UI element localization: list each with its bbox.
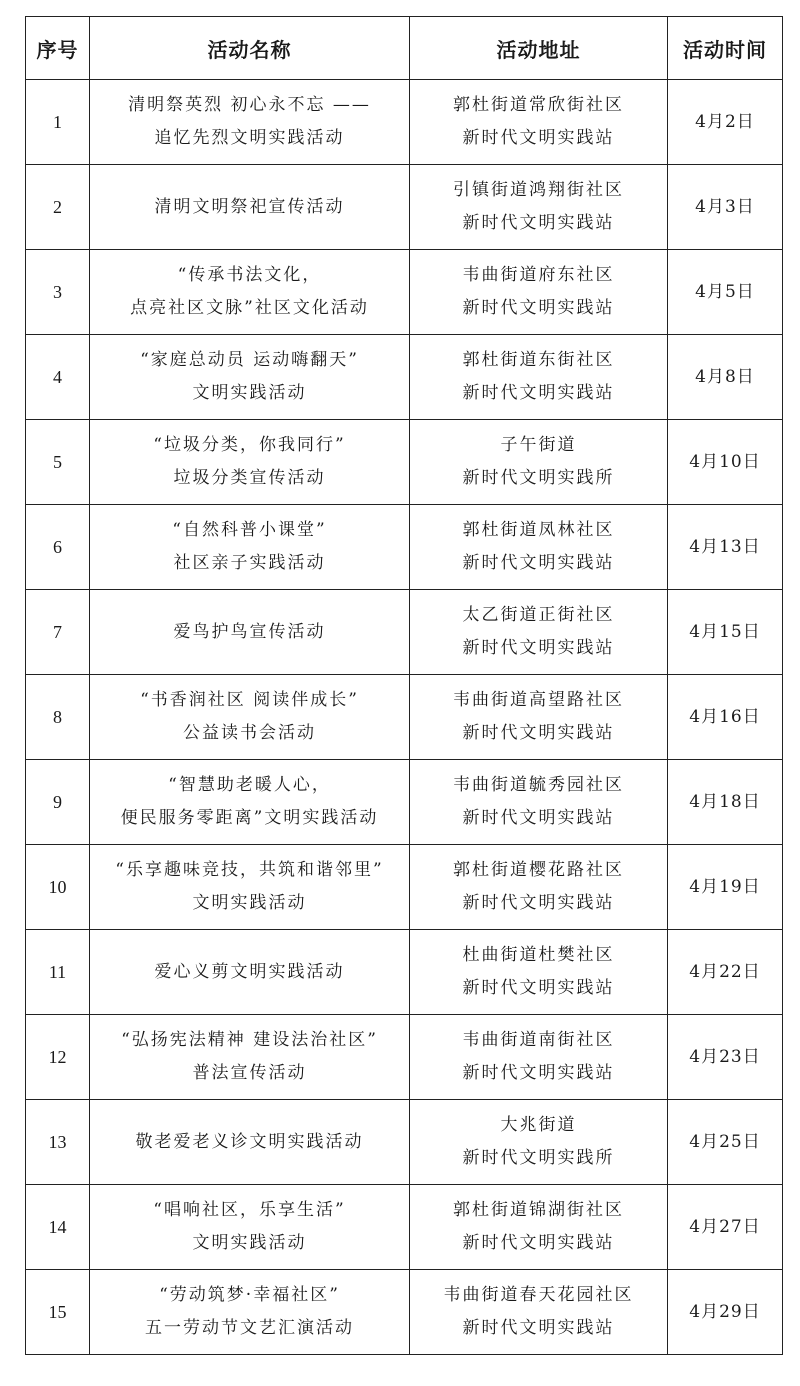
activity-date: 4月15日 — [668, 590, 783, 675]
activity-name-line: 爱鸟护鸟宣传活动 — [173, 621, 326, 642]
row-number: 3 — [26, 250, 90, 335]
table-row — [26, 505, 783, 590]
activity-name-cell — [90, 1185, 410, 1270]
activity-date: 4月22日 — [668, 930, 783, 1015]
activity-name-line: “家庭总动员 运动嗨翻天” — [140, 350, 359, 370]
activity-name-line: “书香润社区 阅读伴成长” — [140, 690, 359, 710]
activity-name-line: “自然科普小课堂” — [172, 520, 327, 540]
activity-date: 4月3日 — [668, 165, 783, 250]
activity-address-line: 韦曲街道春天花园社区 — [443, 1285, 634, 1305]
row-number: 8 — [26, 675, 90, 760]
activity-address-line: 杜曲街道杜樊社区 — [462, 945, 615, 965]
activity-address-cell — [410, 165, 668, 250]
activity-address-line: 新时代文明实践站 — [462, 298, 615, 318]
activity-name-cell — [90, 845, 410, 930]
activity-address-cell — [410, 1270, 668, 1355]
activity-date: 4月23日 — [668, 1015, 783, 1100]
activity-address-line: 新时代文明实践站 — [462, 553, 615, 573]
activity-address-line: 新时代文明实践所 — [462, 468, 615, 488]
activity-address-line: 新时代文明实践站 — [462, 383, 615, 403]
activity-name-line: 五一劳动节文艺汇演活动 — [145, 1318, 354, 1338]
activity-address-line: 郭杜街道凤林社区 — [462, 520, 615, 540]
activity-date: 4月16日 — [668, 675, 783, 760]
activity-name-cell — [90, 420, 410, 505]
activity-address-cell — [410, 335, 668, 420]
activity-date: 4月25日 — [668, 1100, 783, 1185]
activity-name-line: 清明文明祭祀宣传活动 — [154, 196, 345, 217]
activity-schedule-table — [25, 16, 783, 1355]
row-number: 6 — [26, 505, 90, 590]
activity-address-cell — [410, 1015, 668, 1100]
activity-address-line: 新时代文明实践站 — [462, 1233, 615, 1253]
activity-address-line: 韦曲街道毓秀园社区 — [453, 775, 624, 795]
activity-name-line: 文明实践活动 — [192, 893, 307, 913]
row-number: 13 — [26, 1100, 90, 1185]
activity-name-line: 文明实践活动 — [192, 1233, 307, 1253]
activity-address-cell — [410, 675, 668, 760]
table-row — [26, 760, 783, 845]
activity-date: 4月10日 — [668, 420, 783, 505]
activity-name-line: “智慧助老暖人心， — [168, 775, 331, 795]
activity-address-line: 新时代文明实践站 — [462, 808, 615, 828]
activity-address-cell — [410, 1185, 668, 1270]
activity-address-line: 新时代文明实践所 — [462, 1148, 615, 1168]
header-activity-name: 活动名称 — [90, 17, 410, 80]
table-row — [26, 1270, 783, 1355]
row-number: 10 — [26, 845, 90, 930]
activity-name-line: 社区亲子实践活动 — [173, 553, 326, 573]
activity-date: 4月18日 — [668, 760, 783, 845]
table-body — [26, 80, 783, 1355]
row-number: 7 — [26, 590, 90, 675]
activity-name-line: 清明祭英烈 初心永不忘 —— — [128, 95, 371, 115]
activity-name-cell — [90, 1100, 410, 1185]
table-row — [26, 930, 783, 1015]
table-row — [26, 590, 783, 675]
activity-name-line: 爱心义剪文明实践活动 — [154, 961, 345, 982]
activity-address-line: 新时代文明实践站 — [462, 638, 615, 658]
activity-name-cell — [90, 505, 410, 590]
activity-address-line: 大兆街道 — [500, 1115, 577, 1135]
activity-name-cell — [90, 760, 410, 845]
activity-address-cell — [410, 930, 668, 1015]
activity-name-line: “乐享趣味竞技，共筑和谐邻里” — [115, 860, 384, 880]
activity-date: 4月27日 — [668, 1185, 783, 1270]
activity-name-cell — [90, 675, 410, 760]
activity-name-line: 追忆先烈文明实践活动 — [154, 128, 345, 148]
activity-address-line: 郭杜街道东街社区 — [462, 350, 615, 370]
activity-address-cell — [410, 590, 668, 675]
activity-date: 4月8日 — [668, 335, 783, 420]
activity-address-line: 新时代文明实践站 — [462, 128, 615, 148]
activity-name-line: 普法宣传活动 — [192, 1063, 307, 1083]
activity-address-line: 子午街道 — [500, 435, 577, 455]
header-row — [26, 17, 783, 80]
table-header — [26, 17, 783, 80]
header-no: 序号 — [26, 17, 90, 80]
activity-address-cell — [410, 80, 668, 165]
activity-address-line: 韦曲街道高望路社区 — [453, 690, 624, 710]
activity-address-cell — [410, 760, 668, 845]
activity-name-line: “弘扬宪法精神 建设法治社区” — [121, 1030, 378, 1050]
activity-address-line: 新时代文明实践站 — [462, 893, 615, 913]
table-row — [26, 1100, 783, 1185]
activity-address-line: 郭杜街道常欣街社区 — [453, 95, 624, 115]
table-row — [26, 80, 783, 165]
activity-address-cell — [410, 505, 668, 590]
activity-name-cell — [90, 80, 410, 165]
activity-name-line: 敬老爱老义诊文明实践活动 — [135, 1131, 364, 1152]
row-number: 9 — [26, 760, 90, 845]
activity-name-line: 公益读书会活动 — [183, 723, 316, 743]
activity-name-cell — [90, 1270, 410, 1355]
header-activity-address: 活动地址 — [410, 17, 668, 80]
activity-address-line: 新时代文明实践站 — [462, 213, 615, 233]
row-number: 11 — [26, 930, 90, 1015]
table-row — [26, 250, 783, 335]
activity-address-cell — [410, 250, 668, 335]
activity-name-cell — [90, 930, 410, 1015]
activity-address-cell — [410, 1100, 668, 1185]
activity-address-cell — [410, 845, 668, 930]
row-number: 14 — [26, 1185, 90, 1270]
activity-address-line: 郭杜街道樱花路社区 — [453, 860, 624, 880]
table-row — [26, 1185, 783, 1270]
activity-address-line: 新时代文明实践站 — [462, 1063, 615, 1083]
header-activity-time: 活动时间 — [668, 17, 783, 80]
table-row — [26, 675, 783, 760]
row-number: 12 — [26, 1015, 90, 1100]
activity-name-line: 文明实践活动 — [192, 383, 307, 403]
activity-name-line: “垃圾分类，你我同行” — [153, 435, 346, 455]
table-row — [26, 335, 783, 420]
activity-date: 4月5日 — [668, 250, 783, 335]
activity-name-line: 垃圾分类宣传活动 — [173, 468, 326, 488]
row-number: 1 — [26, 80, 90, 165]
table-row — [26, 1015, 783, 1100]
row-number: 5 — [26, 420, 90, 505]
table-row — [26, 845, 783, 930]
row-number: 2 — [26, 165, 90, 250]
activity-name-cell — [90, 590, 410, 675]
activity-address-line: 郭杜街道锦湖街社区 — [453, 1200, 624, 1220]
activity-name-line: “传承书法文化， — [177, 265, 322, 285]
activity-name-line: 便民服务零距离”文明实践活动 — [120, 808, 379, 828]
activity-name-cell — [90, 1015, 410, 1100]
activity-date: 4月2日 — [668, 80, 783, 165]
activity-address-line: 新时代文明实践站 — [462, 1318, 615, 1338]
activity-address-line: 韦曲街道府东社区 — [462, 265, 615, 285]
activity-date: 4月19日 — [668, 845, 783, 930]
activity-address-line: 太乙街道正街社区 — [462, 605, 615, 625]
activity-address-line: 引镇街道鸿翔街社区 — [453, 180, 624, 200]
activity-name-cell — [90, 165, 410, 250]
row-number: 15 — [26, 1270, 90, 1355]
activity-address-line: 新时代文明实践站 — [462, 978, 615, 998]
row-number: 4 — [26, 335, 90, 420]
table-row — [26, 165, 783, 250]
activity-address-line: 新时代文明实践站 — [462, 723, 615, 743]
activity-name-line: 点亮社区文脉”社区文化活动 — [130, 298, 369, 318]
activity-date: 4月13日 — [668, 505, 783, 590]
activity-name-line: “劳动筑梦·幸福社区” — [159, 1285, 340, 1305]
activity-name-cell — [90, 250, 410, 335]
activity-name-cell — [90, 335, 410, 420]
activity-address-line: 韦曲街道南街社区 — [462, 1030, 615, 1050]
activity-name-line: “唱响社区，乐享生活” — [153, 1200, 346, 1220]
activity-date: 4月29日 — [668, 1270, 783, 1355]
activity-address-cell — [410, 420, 668, 505]
table-row — [26, 420, 783, 505]
